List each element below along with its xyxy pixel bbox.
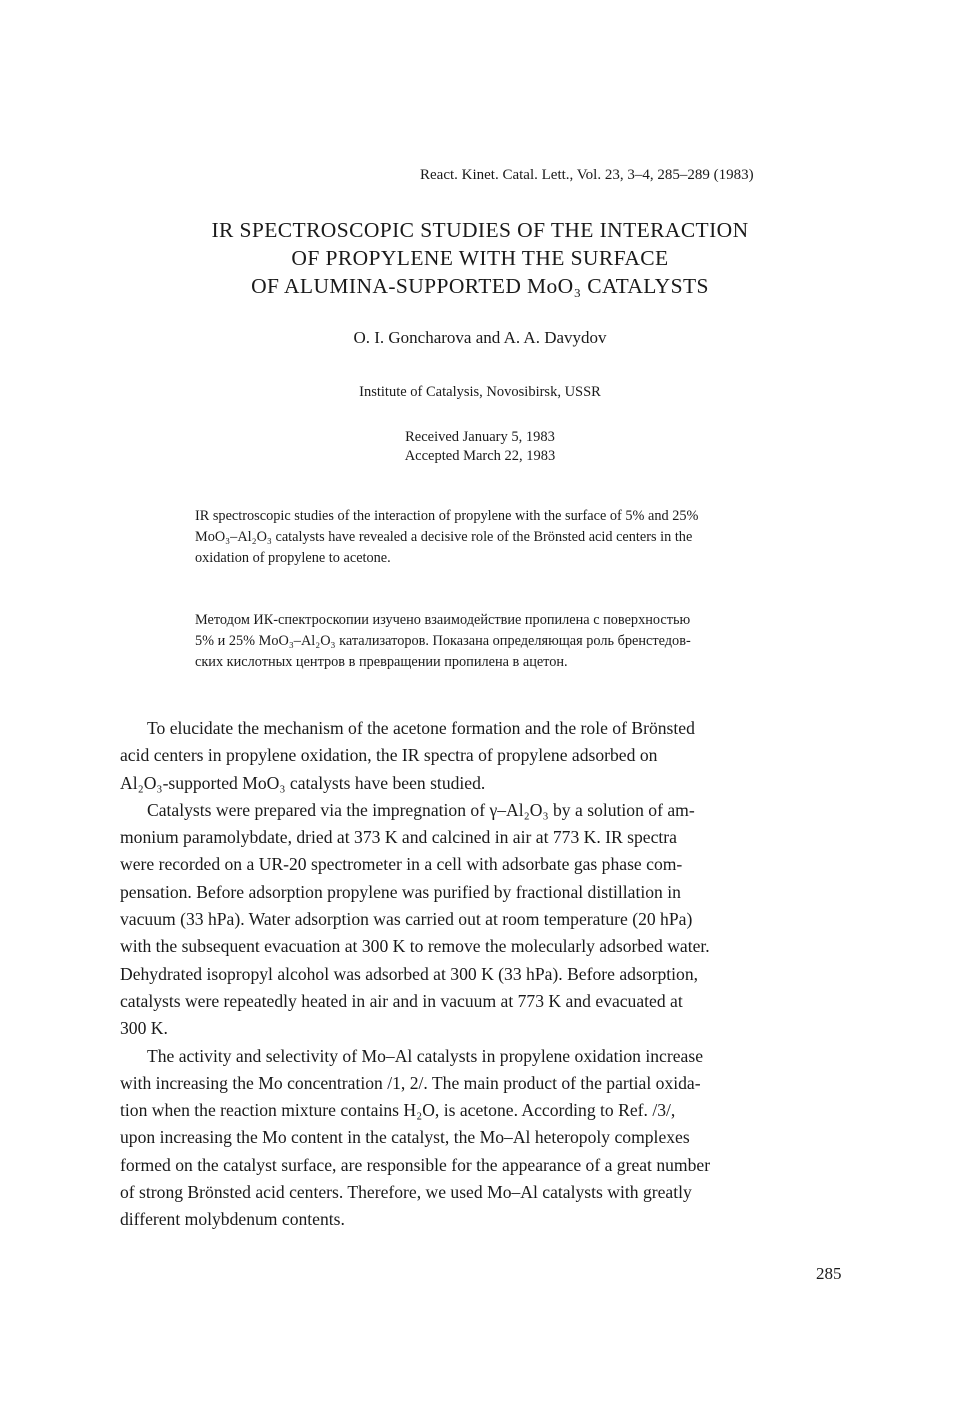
text-line: formed on the catalyst surface, are responsible for the appearance of a great number: [120, 1154, 711, 1175]
text-line: monium paramolybdate, dried at 373 K and calcined in air at 773 K. IR spectra: [120, 827, 677, 848]
text-line: To elucidate the mechanism of the acetone formation and the role of Brönsted: [147, 718, 695, 738]
abstract-line: Методом ИК-спектроскопии изучено взаимодействие пропилена с поверхностью: [195, 612, 691, 628]
title-line: OF PROPYLENE WITH THE SURFACE: [291, 246, 669, 270]
text-line: with the subsequent evacuation at 300 K to remove the molecularly adsorbed water.: [120, 936, 710, 957]
abstract-line: IR spectroscopic studies of the interaction of propylene with the surface of 5% and 25%: [195, 508, 699, 524]
text-line: Dehydrated isopropyl alcohol was adsorbed at 300 K (33 hPa). Before adsorption,: [120, 963, 699, 984]
abstract-line: oxidation of propylene to acetone.: [195, 550, 391, 566]
received-date: Received January 5, 1983: [405, 429, 555, 445]
text-line: Al₂O₃-supported MoO₃ catalysts have been studied.: [120, 772, 486, 793]
title-line: IR SPECTROSCOPIC STUDIES OF THE INTERACTION: [211, 218, 749, 242]
text-line: pensation. Before adsorption propylene was purified by fractional distillation in: [120, 881, 681, 902]
title-line: OF ALUMINA-SUPPORTED MoO₃ CATALYSTS: [251, 274, 709, 298]
dates: [180, 428, 780, 466]
journal-citation: React. Kinet. Catal. Lett., Vol. 23, 3–4, 285–289 (1983): [420, 167, 754, 183]
text-line: acid centers in propylene oxidation, the IR spectra of propylene adsorbed on: [120, 745, 658, 766]
abstract-russian: [195, 610, 855, 673]
text-line: Catalysts were prepared via the impregnation of γ–Al₂O₃ by a solution of am-: [147, 799, 695, 820]
abstract-line: MoO₃–Al₂O₃ catalysts have revealed a decisive role of the Brönsted acid centers in the: [195, 529, 693, 545]
text-line: were recorded on a UR-20 spectrometer in a cell with adsorbate gas phase com-: [120, 854, 683, 875]
text-line: upon increasing the Mo content in the catalyst, the Mo–Al heteropoly complexes: [120, 1127, 690, 1148]
paragraph-2: [120, 797, 880, 1043]
text-line: tion when the reaction mixture contains H₂O, is acetone. According to Ref. /3/,: [120, 1100, 676, 1121]
affiliation: Institute of Catalysis, Novosibirsk, USSR: [359, 384, 601, 400]
text-line: different molybdenum contents.: [120, 1209, 345, 1230]
paper-title: [150, 216, 810, 300]
text-line: 300 K.: [120, 1018, 168, 1039]
body-text: [120, 715, 880, 1234]
page-number: 285: [816, 1264, 842, 1283]
abstract-english: [195, 506, 855, 569]
paragraph-3: [120, 1043, 880, 1234]
paragraph-1: [120, 715, 880, 797]
text-line: catalysts were repeatedly heated in air and in vacuum at 773 K and evacuated at: [120, 990, 683, 1011]
text-line: with increasing the Mo concentration /1, 2/. The main product of the partial oxida-: [120, 1072, 701, 1093]
text-line: of strong Brönsted acid centers. Therefore, we used Mo–Al catalysts with greatly: [120, 1182, 692, 1203]
authors: O. I. Goncharova and A. A. Davydov: [353, 328, 607, 347]
accepted-date: Accepted March 22, 1983: [404, 448, 556, 464]
text-line: The activity and selectivity of Mo–Al catalysts in propylene oxidation increase: [147, 1045, 703, 1066]
abstract-line: ских кислотных центров в превращении пропилена в ацетон.: [195, 654, 568, 670]
abstract-line: 5% и 25% MoO₃–Al₂O₃ катализаторов. Показана определяющая роль бренстедов-: [195, 633, 691, 649]
text-line: vacuum (33 hPa). Water adsorption was carried out at room temperature (20 hPa): [120, 909, 693, 930]
